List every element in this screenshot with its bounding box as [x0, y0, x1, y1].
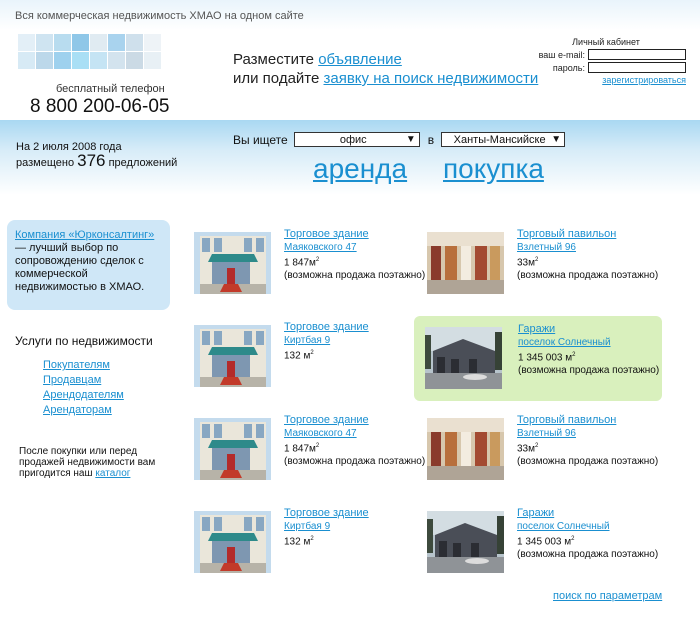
- listing-address[interactable]: Киртбая 9: [284, 521, 331, 532]
- listing-address[interactable]: Маяковского 47: [284, 242, 357, 253]
- listing-size: [517, 534, 658, 547]
- company-link[interactable]: Компания «Юрконсалтинг»: [15, 229, 155, 241]
- listing-title[interactable]: Гаражи: [517, 507, 555, 519]
- listing-photo[interactable]: [194, 511, 271, 573]
- promo-line2-text: или подайте: [233, 70, 324, 87]
- listing-size-unit: м: [309, 257, 316, 269]
- listing-address[interactable]: Взлетный 96: [517, 242, 576, 253]
- services-list: [43, 358, 124, 418]
- service-link-sellers[interactable]: Продавцам: [43, 374, 102, 386]
- listing-photo[interactable]: [194, 232, 271, 294]
- listing-note: (возможна продажа поэтажно): [284, 270, 426, 282]
- listing-size: [517, 441, 658, 454]
- listing-photo[interactable]: [425, 327, 502, 389]
- listing-card[interactable]: [192, 413, 440, 497]
- listing-title[interactable]: Торговый павильон: [517, 228, 617, 240]
- listing-title[interactable]: Гаражи: [518, 323, 556, 335]
- listing-size-unit: м: [300, 536, 311, 548]
- listing-info: [284, 322, 369, 363]
- listing-title[interactable]: Торговое здание: [284, 414, 369, 426]
- login-title: Личный кабинет: [572, 37, 640, 47]
- login-panel: [526, 37, 686, 85]
- listing-size-sup: 2: [535, 443, 539, 449]
- phone-label: бесплатный телефон: [56, 83, 165, 95]
- listing-address[interactable]: поселок Солнечный: [518, 337, 611, 348]
- logo-tile: [126, 34, 143, 51]
- register-link[interactable]: зарегистрироваться: [602, 75, 686, 85]
- logo-tile: [108, 52, 125, 69]
- property-type-value: офис: [339, 133, 367, 146]
- search-bar: [233, 132, 565, 147]
- listing-photo[interactable]: [194, 418, 271, 480]
- site-logo[interactable]: [18, 34, 154, 70]
- catalog-note-text: После покупки или перед продажей недвижимости вам пригодится наш: [19, 446, 156, 479]
- logo-tile: [90, 52, 107, 69]
- listing-card[interactable]: [425, 413, 673, 497]
- listing-info: [517, 415, 658, 469]
- logo-tile: [72, 34, 89, 51]
- stats-prefix: размещено: [16, 157, 75, 169]
- logo-tile: [54, 52, 71, 69]
- stats-count: 376: [77, 151, 106, 170]
- tab-rent[interactable]: аренда: [313, 153, 408, 184]
- listing-size: [517, 255, 658, 268]
- listing-address[interactable]: Взлетный 96: [517, 428, 576, 439]
- listing-size: [284, 348, 369, 361]
- listing-card[interactable]: [414, 316, 662, 401]
- listing-size-unit: м: [562, 352, 573, 364]
- listing-address[interactable]: Киртбая 9: [284, 335, 331, 346]
- listing-size-unit: м: [528, 443, 535, 455]
- company-description: — лучший выбор по сопровождению сделок с коммерческой недвижимостью в ХМАО.: [15, 242, 145, 293]
- logo-tile: [144, 52, 161, 69]
- param-search-link[interactable]: поиск по параметрам: [553, 590, 663, 602]
- listing-size-sup: 2: [572, 352, 576, 358]
- listing-size: [284, 534, 369, 547]
- listing-photo[interactable]: [427, 232, 504, 294]
- listing-size: [284, 441, 425, 454]
- listing-size-sup: 2: [571, 536, 575, 542]
- listing-card[interactable]: [425, 506, 673, 590]
- listing-size-unit: м: [561, 536, 572, 548]
- listing-note: (возможна продажа поэтажно): [517, 270, 659, 282]
- listing-note: (возможна продажа поэтажно): [517, 549, 659, 561]
- site-tagline: Вся коммерческая недвижимость ХМАО на одном сайте: [15, 10, 304, 22]
- listing-address[interactable]: Маяковского 47: [284, 428, 357, 439]
- listing-info: [518, 324, 659, 378]
- listing-photo[interactable]: [427, 418, 504, 480]
- logo-tile: [144, 34, 161, 51]
- promo-line1-text: Разместите: [233, 51, 319, 68]
- logo-tile: [36, 52, 53, 69]
- listing-card[interactable]: [192, 506, 440, 590]
- listing-size-value: 132: [284, 536, 301, 548]
- listing-title[interactable]: Торговый павильон: [517, 414, 617, 426]
- listing-size-value: 1 345 003: [517, 536, 562, 548]
- listing-size-sup: 2: [315, 443, 320, 449]
- listing-photo[interactable]: [427, 511, 504, 573]
- listing-info: [517, 508, 658, 562]
- logo-tile: [126, 52, 143, 69]
- service-link-landlords[interactable]: Арендодателям: [43, 389, 124, 401]
- listing-size-value: 33: [517, 443, 529, 455]
- logo-tile: [54, 34, 71, 51]
- listing-photo[interactable]: [194, 325, 271, 387]
- logo-tile: [18, 34, 35, 51]
- listing-note: (возможна продажа поэтажно): [518, 365, 660, 377]
- stats-suffix: предложений: [108, 157, 178, 169]
- listing-address[interactable]: поселок Солнечный: [517, 521, 610, 532]
- password-field[interactable]: [588, 62, 686, 73]
- chevron-down-icon: ▼: [405, 134, 416, 145]
- listing-info: [517, 229, 658, 283]
- listing-size-sup: 2: [535, 257, 539, 263]
- service-link-buyers[interactable]: Покупателям: [43, 359, 110, 371]
- password-label: пароль:: [552, 62, 585, 73]
- listing-size-unit: м: [528, 257, 535, 269]
- stats-date: На 2 июля 2008 года: [16, 141, 122, 153]
- phone-number: 8 800 200-06-05: [30, 96, 170, 117]
- listing-size-sup: 2: [310, 350, 314, 356]
- listing-size-value: 1 847: [284, 443, 310, 455]
- catalog-link[interactable]: каталог: [95, 468, 131, 479]
- listing-size-unit: м: [300, 350, 311, 362]
- listing-stats: [16, 140, 177, 170]
- listing-title[interactable]: Торговое здание: [284, 228, 369, 240]
- listing-card[interactable]: [192, 227, 440, 311]
- city-value: Ханты-Мансийске: [453, 133, 546, 146]
- email-field[interactable]: [588, 49, 686, 60]
- city-select[interactable]: [441, 132, 565, 147]
- listing-size: [518, 350, 659, 363]
- logo-tile: [72, 52, 89, 69]
- listing-title[interactable]: Торговое здание: [284, 507, 369, 519]
- property-type-select[interactable]: [294, 132, 420, 147]
- listing-info: [284, 415, 425, 469]
- listing-info: [284, 229, 425, 283]
- listing-size: [284, 255, 425, 268]
- promo-text: [233, 50, 538, 88]
- listing-size-sup: 2: [310, 536, 314, 542]
- service-link-tenants[interactable]: Арендаторам: [43, 404, 112, 416]
- logo-tile: [108, 34, 125, 51]
- catalog-note: [19, 446, 169, 479]
- listing-note: (возможна продажа поэтажно): [517, 456, 659, 468]
- email-label: ваш e-mail:: [538, 49, 585, 60]
- listing-size-value: 1 345 003: [518, 352, 563, 364]
- listing-size-value: 132: [284, 350, 301, 362]
- logo-tile: [90, 34, 107, 51]
- listing-size-value: 33: [517, 257, 529, 269]
- listing-info: [284, 508, 369, 549]
- listing-size-unit: м: [309, 443, 316, 455]
- logo-tile: [18, 52, 35, 69]
- chevron-down-icon: ▼: [551, 134, 562, 145]
- preposition: в: [427, 132, 435, 147]
- listing-size-sup: 2: [315, 257, 320, 263]
- search-label: Вы ищете: [233, 132, 288, 147]
- search-request-link[interactable]: заявку на поиск недвижимости: [323, 70, 539, 87]
- company-promo-box: [7, 220, 170, 310]
- listing-size-value: 1 847: [284, 257, 310, 269]
- tab-buy[interactable]: покупка: [443, 153, 544, 184]
- listing-card[interactable]: [425, 227, 673, 311]
- post-ad-link[interactable]: объявление: [318, 51, 402, 68]
- listing-note: (возможна продажа поэтажно): [284, 456, 426, 468]
- listing-card[interactable]: [192, 320, 440, 404]
- listing-title[interactable]: Торговое здание: [284, 321, 369, 333]
- services-title: Услуги по недвижимости: [15, 334, 153, 348]
- logo-tile: [36, 34, 53, 51]
